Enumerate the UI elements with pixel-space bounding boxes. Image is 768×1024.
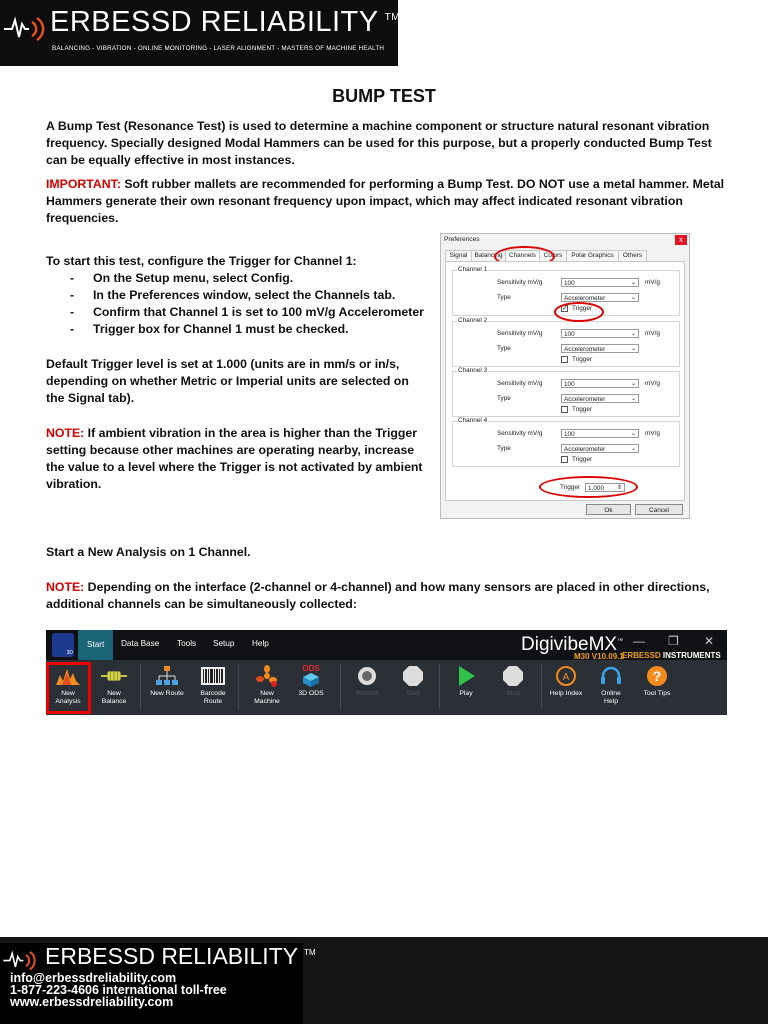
help-index-button[interactable]: A Help Index — [542, 663, 590, 713]
company-name: ERBESSD INSTRUMENTS — [622, 651, 721, 660]
play-button[interactable]: Play — [442, 663, 490, 713]
sensitivity-label: Sensitivity mV/g — [497, 279, 543, 286]
pulse-logo-icon — [4, 12, 48, 42]
type-label: Type — [497, 294, 511, 301]
brand-name: ERBESSD RELIABILITY ™ — [50, 6, 401, 38]
chevron-down-icon: ⌄ — [630, 295, 636, 301]
separator — [439, 664, 440, 710]
new-analysis-button[interactable]: New Analysis — [44, 663, 92, 713]
sensitivity-label: Sensitivity mV/g — [497, 330, 543, 337]
close-icon[interactable]: ✕ — [704, 634, 715, 648]
sensitivity-input[interactable]: 100 ⌄ — [561, 429, 639, 438]
start-analysis-text: Start a New Analysis on 1 Channel. — [46, 545, 251, 559]
trigger-checkbox[interactable] — [561, 456, 568, 463]
type-select[interactable]: Accelerometer ⌄ — [561, 293, 639, 302]
preferences-dialog — [440, 233, 690, 519]
trigger-label: Trigger — [572, 406, 593, 413]
highlight-circle — [554, 302, 604, 322]
svg-text:?: ? — [652, 668, 662, 684]
tab-channels[interactable]: Channels — [505, 250, 540, 261]
brand-tagline: BALANCING - VIBRATION - ONLINE MONITORING - LASER ALIGNMENT - MASTERS OF MACHINE HEALTH — [52, 45, 385, 52]
menu-help[interactable]: Help — [252, 639, 269, 648]
channel-group — [452, 417, 680, 467]
menu-setup[interactable]: Setup — [213, 639, 235, 648]
trigger-level-input[interactable]: 1.000 ⇕ — [585, 483, 625, 492]
tab-polar-graphics[interactable]: Polar Graphics — [566, 250, 619, 261]
chevron-down-icon: ⌄ — [630, 396, 636, 402]
tab-signal[interactable]: Signal — [445, 250, 472, 261]
close-icon[interactable]: x — [675, 235, 687, 245]
page-footer — [0, 943, 316, 1024]
type-select[interactable]: Accelerometer ⌄ — [561, 444, 639, 453]
unit-label: mV/g — [645, 279, 660, 286]
play-icon — [457, 666, 475, 686]
menu-bar — [46, 630, 727, 660]
list-item: - Confirm that Channel 1 is set to 100 mV/g Accelerometer — [46, 304, 431, 321]
trigger-checkbox[interactable]: ✓ — [562, 305, 568, 312]
route-tree-icon — [155, 666, 179, 686]
cancel-button[interactable]: Cancel — [635, 504, 683, 515]
channel-title: Channel 4 — [458, 417, 488, 424]
list-item: - Trigger box for Channel 1 must be checked. — [46, 321, 431, 338]
barcode-route-button[interactable]: Barcode Route — [189, 663, 237, 713]
steps-list — [46, 270, 431, 338]
steps-intro: To start this test, configure the Trigger for Channel 1: — [46, 254, 357, 268]
footer-email[interactable]: info@erbessdreliability.com — [10, 971, 177, 985]
type-label: Type — [497, 345, 511, 352]
new-route-button[interactable]: New Route — [143, 663, 191, 713]
digivibe-toolbar — [46, 630, 727, 715]
channel-title: Channel 1 — [458, 266, 488, 273]
note-paragraph: NOTE: If ambient vibration in the area is higher than the Trigger setting because other machines are operating nearby, increase the value to a level where the Trigger is not activated by ambient vibration. — [46, 426, 423, 491]
highlight-box — [46, 662, 91, 714]
trigger-label: Trigger — [572, 456, 593, 463]
unit-label: mV/g — [645, 430, 660, 437]
important-paragraph: IMPORTANT: Soft rubber mallets are recommended for performing a Bump Test. DO NOT use a metal hammer. Metal Hammers generate their own resonant frequency upon impact, which may affect indicated resonant vibration frequencies. — [46, 177, 725, 225]
type-select[interactable]: Accelerometer ⌄ — [561, 394, 639, 403]
app-version: M30 V10.09.1 — [574, 652, 624, 661]
question-icon — [646, 665, 668, 687]
menu-data-base[interactable]: Data Base — [121, 639, 160, 648]
unit-label: mV/g — [645, 330, 660, 337]
note-label: NOTE: — [46, 580, 85, 594]
list-item: - In the Preferences window, select the Channels tab. — [46, 287, 431, 304]
menu-start[interactable]: Start — [78, 630, 113, 660]
footer-website[interactable]: www.erbessdreliability.com — [10, 995, 174, 1009]
cube-icon — [303, 673, 319, 687]
chevron-down-icon: ⌄ — [630, 381, 636, 387]
note-paragraph-2: NOTE: Depending on the interface (2-channel or 4-channel) and how many sensors are placed in other directions, additional channels can be simultaneously collected: — [46, 580, 710, 611]
separator — [238, 664, 239, 710]
ok-button[interactable]: Ok — [586, 504, 631, 515]
type-select[interactable]: Accelerometer ⌄ — [561, 344, 639, 353]
stop-playback-button[interactable]: Stop — [489, 663, 537, 713]
sensitivity-input[interactable]: 100 ⌄ — [561, 278, 639, 287]
sensitivity-input[interactable]: 100 ⌄ — [561, 379, 639, 388]
trigger-checkbox[interactable] — [561, 356, 568, 363]
sensitivity-label: Sensitivity mV/g — [497, 430, 543, 437]
intro-paragraph: A Bump Test (Resonance Test) is used to determine a machine component or structure natural resonant vibration frequency. Specially designed Modal Hammers can be used for this purpose, but a properly conducted Bump Test can be equally effective in most instances. — [46, 119, 712, 167]
page-header — [0, 0, 401, 66]
chevron-down-icon: ⌄ — [630, 331, 636, 337]
help-index-icon — [556, 666, 576, 686]
fan-icon — [256, 665, 278, 687]
dialog-title: Preferences — [444, 236, 480, 243]
stop-icon — [502, 665, 524, 687]
list-item: - On the Setup menu, select Config. — [46, 270, 431, 287]
chevron-down-icon: ⌄ — [630, 431, 636, 437]
trigger-label: Trigger — [572, 356, 593, 363]
tab-balancing[interactable]: Balancing — [471, 250, 506, 261]
sensitivity-label: Sensitivity mV/g — [497, 380, 543, 387]
online-help-button[interactable]: Online Help — [587, 663, 635, 713]
chevron-down-icon: ⌄ — [630, 446, 636, 452]
pulse-logo-icon — [2, 947, 40, 971]
channel-title: Channel 3 — [458, 367, 488, 374]
channel-group — [452, 367, 680, 417]
tab-colors[interactable]: Colors — [539, 250, 567, 261]
tool-tips-button[interactable]: ? Tool Tips — [633, 663, 681, 713]
highlight-circle — [539, 476, 638, 498]
important-label: IMPORTANT: — [46, 177, 121, 191]
default-trigger-paragraph: Default Trigger level is set at 1.000 (units are in mm/s or in/s, depending on whether Metric or Imperial units are selected on the Signal tab). — [46, 357, 409, 405]
rotor-icon — [101, 669, 127, 683]
tab-others[interactable]: Others — [618, 250, 647, 261]
minimize-icon[interactable]: — — [633, 634, 645, 648]
footer-phone: 1-877-223-4606 international toll-free — [10, 983, 227, 997]
record-icon — [357, 666, 377, 686]
app-logo-icon: 3D — [52, 633, 74, 657]
restore-icon[interactable]: ❐ — [668, 634, 679, 648]
footer-brand: ERBESSD RELIABILITY ™ — [45, 943, 316, 969]
3d-ods-button[interactable]: ODS 3D ODS — [298, 664, 324, 697]
stop-icon — [402, 665, 424, 687]
record-button[interactable]: Record — [343, 663, 391, 713]
menu-tools[interactable]: Tools — [177, 639, 197, 648]
chevron-down-icon: ⌄ — [630, 346, 636, 352]
channel-group — [452, 317, 680, 367]
svg-text:A: A — [562, 672, 570, 683]
new-machine-button[interactable]: New Machine — [243, 663, 291, 713]
spin-arrows-icon: ⇕ — [616, 485, 622, 491]
trigger-checkbox[interactable] — [561, 406, 568, 413]
note-label: NOTE: — [46, 426, 85, 440]
sensitivity-input[interactable]: 100 ⌄ — [561, 329, 639, 338]
unit-label: mV/g — [645, 380, 660, 387]
type-label: Type — [497, 445, 511, 452]
stop-button[interactable]: Stop — [389, 663, 437, 713]
page-title: BUMP TEST — [332, 86, 436, 106]
ods-badge: ODS — [302, 664, 320, 673]
trigger-level-label: Trigger — [560, 484, 581, 491]
channel-title: Channel 2 — [458, 317, 488, 324]
barcode-icon — [201, 667, 225, 685]
trigger-label: Trigger — [572, 305, 593, 312]
type-label: Type — [497, 395, 511, 402]
separator — [140, 664, 141, 710]
channels-panel — [445, 261, 685, 501]
app-name: DigivibeMX™ — [521, 634, 624, 655]
new-balance-button[interactable]: New Balance — [90, 663, 138, 713]
separator — [340, 664, 341, 710]
chevron-down-icon: ⌄ — [630, 280, 636, 286]
headset-icon — [600, 666, 622, 686]
